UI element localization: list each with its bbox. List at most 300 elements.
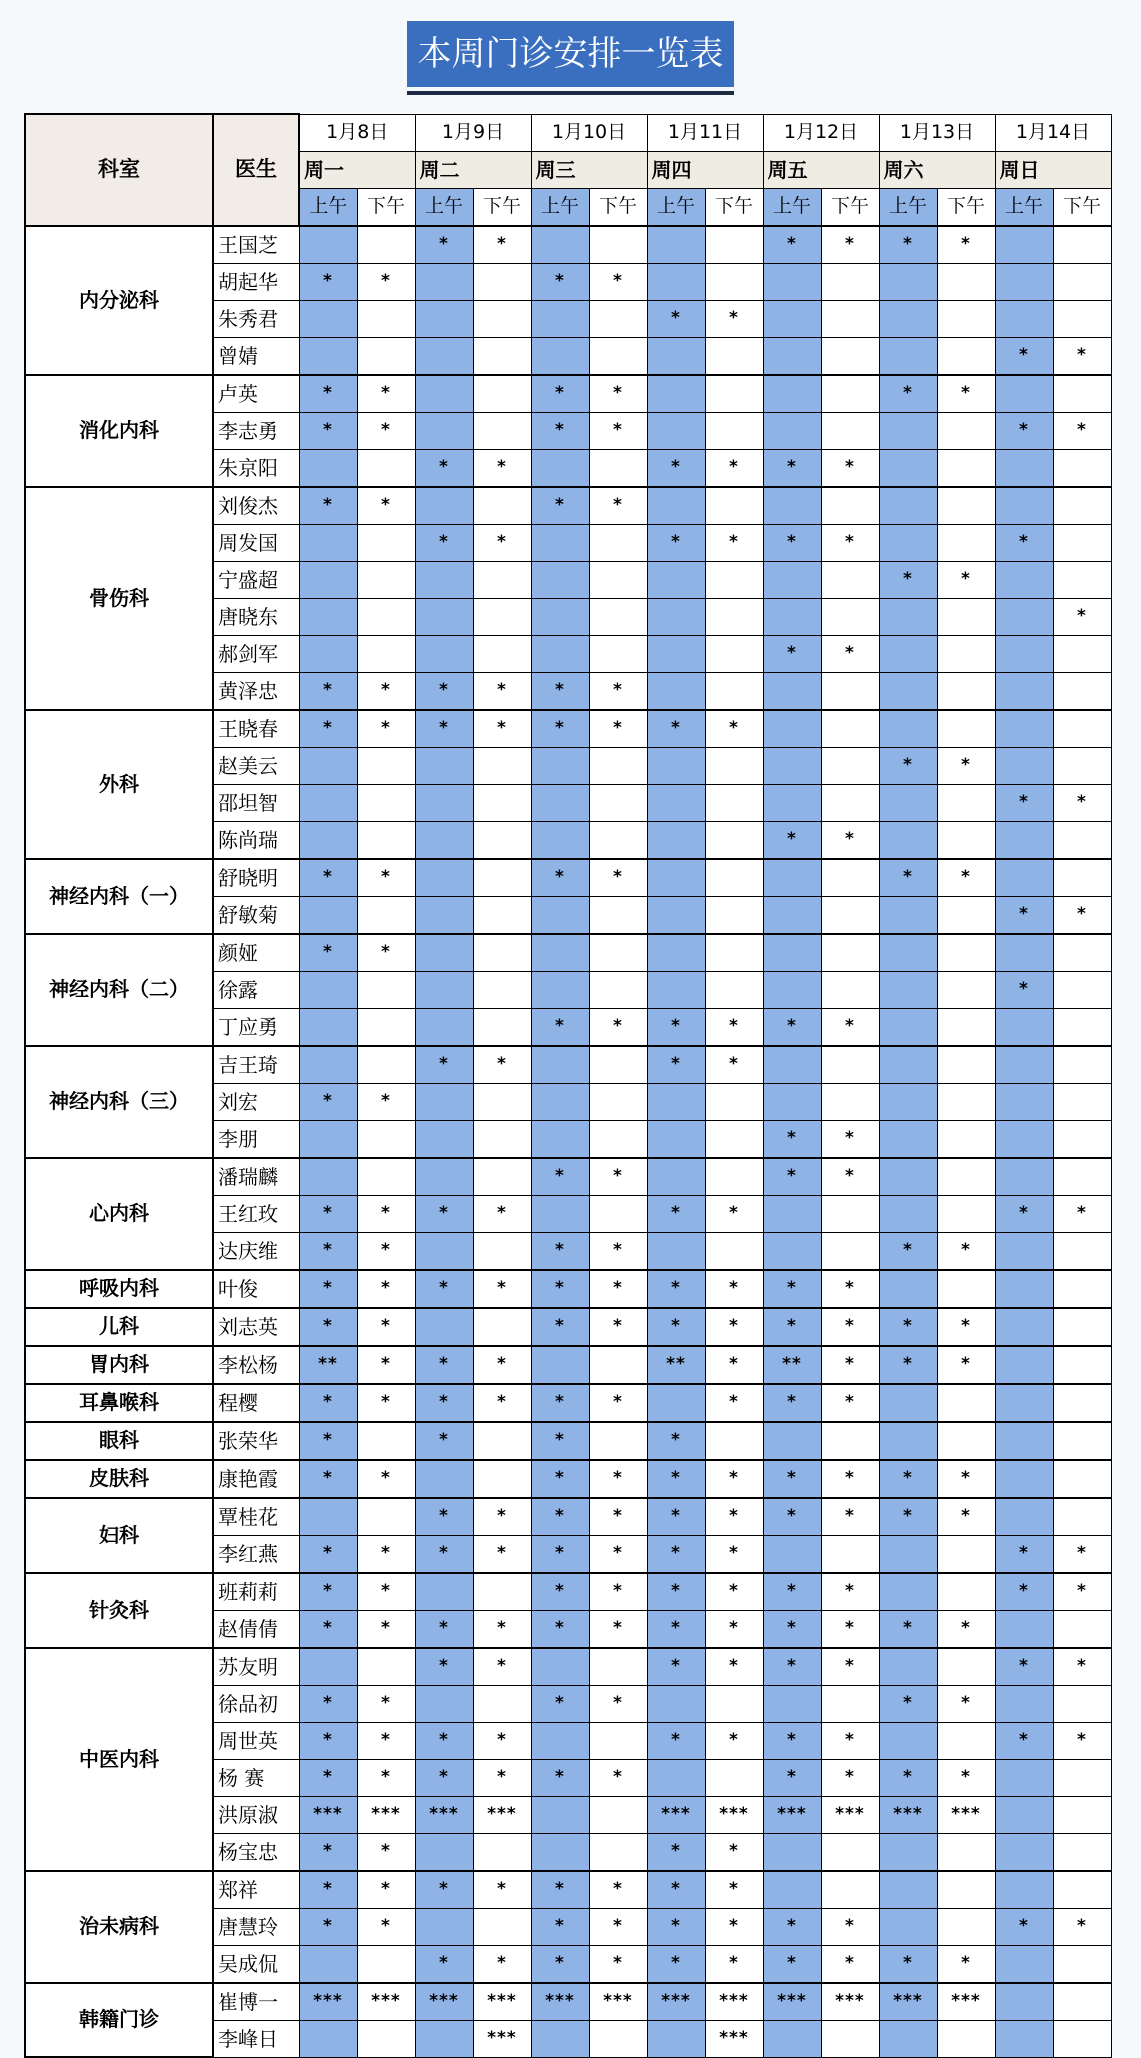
schedule-cell: [473, 1008, 531, 1046]
schedule-cell: [995, 1871, 1053, 1909]
schedule-cell: [995, 561, 1053, 598]
schedule-cell: *: [821, 1346, 879, 1384]
schedule-cell: [531, 1120, 589, 1158]
schedule-cell: [937, 337, 995, 375]
schedule-cell: [531, 1195, 589, 1232]
schedule-cell: [1053, 821, 1111, 859]
schedule-cell: *: [415, 1945, 473, 1983]
schedule-cell: *: [531, 1871, 589, 1909]
schedule-cell: *: [821, 449, 879, 487]
schedule-cell: *: [415, 1759, 473, 1796]
schedule-cell: *: [299, 487, 357, 525]
schedule-row: [25, 375, 1111, 413]
schedule-cell: [1053, 859, 1111, 897]
schedule-cell: [473, 934, 531, 972]
schedule-cell: [821, 263, 879, 300]
doctor-name: 赵倩倩: [213, 1610, 299, 1648]
schedule-cell: [473, 1573, 531, 1611]
schedule-cell: *: [937, 561, 995, 598]
schedule-cell: *: [1053, 1722, 1111, 1759]
schedule-cell: *: [415, 1384, 473, 1422]
date-header: 1月9日: [415, 114, 531, 151]
schedule-cell: [415, 859, 473, 897]
schedule-cell: ***: [531, 1983, 589, 2021]
schedule-cell: [763, 1195, 821, 1232]
schedule-cell: *: [473, 1346, 531, 1384]
schedule-body: [25, 114, 1111, 2057]
dept-header: 科室: [25, 114, 213, 226]
schedule-cell: [473, 375, 531, 413]
schedule-row: [25, 859, 1111, 897]
schedule-cell: *: [473, 1535, 531, 1573]
schedule-cell: [821, 300, 879, 337]
schedule-cell: *: [589, 1158, 647, 1196]
schedule-cell: *: [647, 1046, 705, 1084]
schedule-cell: [879, 598, 937, 635]
schedule-cell: [473, 971, 531, 1008]
department-name: 皮肤科: [25, 1460, 213, 1498]
schedule-cell: [589, 1833, 647, 1871]
schedule-cell: [415, 1573, 473, 1611]
schedule-cell: [705, 784, 763, 821]
schedule-cell: [937, 1195, 995, 1232]
schedule-cell: *: [415, 1195, 473, 1232]
schedule-cell: [879, 337, 937, 375]
schedule-cell: [763, 263, 821, 300]
schedule-cell: [879, 1008, 937, 1046]
schedule-cell: [415, 1833, 473, 1871]
date-header: 1月13日: [879, 114, 995, 151]
schedule-cell: ***: [821, 1983, 879, 2021]
schedule-cell: [705, 561, 763, 598]
schedule-cell: ***: [473, 1983, 531, 2021]
schedule-cell: *: [473, 1195, 531, 1232]
doctor-name: 周发国: [213, 524, 299, 561]
schedule-cell: [705, 1422, 763, 1460]
schedule-cell: [647, 2020, 705, 2057]
schedule-cell: [821, 859, 879, 897]
doctor-name: 唐晓东: [213, 598, 299, 635]
schedule-cell: [763, 412, 821, 449]
schedule-cell: *: [589, 1871, 647, 1909]
doctor-name: 陈尚瑞: [213, 821, 299, 859]
schedule-cell: [821, 561, 879, 598]
schedule-cell: *: [531, 375, 589, 413]
schedule-cell: *: [821, 1759, 879, 1796]
schedule-cell: [299, 337, 357, 375]
schedule-cell: **: [763, 1346, 821, 1384]
schedule-cell: [647, 784, 705, 821]
pm-header: 下午: [821, 188, 879, 226]
schedule-cell: *: [705, 1270, 763, 1308]
schedule-cell: [821, 934, 879, 972]
schedule-cell: [415, 412, 473, 449]
schedule-cell: [879, 412, 937, 449]
schedule-cell: [299, 784, 357, 821]
schedule-cell: [473, 1908, 531, 1945]
schedule-cell: [415, 896, 473, 934]
schedule-cell: [1053, 1158, 1111, 1196]
schedule-cell: [763, 1232, 821, 1270]
schedule-cell: [1053, 672, 1111, 710]
schedule-cell: *: [705, 1384, 763, 1422]
schedule-cell: [589, 449, 647, 487]
schedule-cell: [473, 263, 531, 300]
schedule-cell: [1053, 934, 1111, 972]
schedule-cell: [531, 635, 589, 672]
schedule-cell: *: [299, 672, 357, 710]
schedule-cell: [879, 1871, 937, 1909]
schedule-cell: [705, 635, 763, 672]
schedule-cell: [589, 1083, 647, 1120]
schedule-cell: *: [705, 1498, 763, 1536]
schedule-row: [25, 1270, 1111, 1308]
schedule-cell: *: [357, 263, 415, 300]
schedule-cell: *: [357, 1722, 415, 1759]
schedule-cell: *: [647, 1422, 705, 1460]
doctor-name: 李红燕: [213, 1535, 299, 1573]
schedule-cell: *: [821, 1573, 879, 1611]
schedule-row: [25, 1460, 1111, 1498]
schedule-cell: *: [937, 1945, 995, 1983]
schedule-row: [25, 1498, 1111, 1536]
schedule-cell: [937, 1908, 995, 1945]
schedule-cell: [995, 1046, 1053, 1084]
schedule-cell: *: [879, 1759, 937, 1796]
schedule-cell: *: [1053, 896, 1111, 934]
schedule-cell: *: [589, 1270, 647, 1308]
schedule-cell: ***: [415, 1796, 473, 1833]
schedule-cell: *: [589, 1610, 647, 1648]
schedule-cell: [879, 1833, 937, 1871]
schedule-cell: *: [589, 1573, 647, 1611]
department-name: 呼吸内科: [25, 1270, 213, 1308]
schedule-cell: [995, 672, 1053, 710]
schedule-cell: *: [763, 1384, 821, 1422]
schedule-cell: [531, 449, 589, 487]
schedule-cell: [589, 896, 647, 934]
schedule-cell: *: [647, 1270, 705, 1308]
schedule-cell: **: [647, 1346, 705, 1384]
schedule-cell: *: [531, 1945, 589, 1983]
schedule-cell: [1053, 1685, 1111, 1722]
schedule-cell: *: [299, 1422, 357, 1460]
schedule-cell: [299, 598, 357, 635]
doctor-name: 苏友明: [213, 1648, 299, 1686]
schedule-cell: *: [357, 375, 415, 413]
schedule-cell: [995, 1008, 1053, 1046]
schedule-cell: *: [879, 1945, 937, 1983]
schedule-cell: *: [995, 1573, 1053, 1611]
schedule-cell: [299, 449, 357, 487]
schedule-cell: [415, 1158, 473, 1196]
schedule-cell: *: [357, 1573, 415, 1611]
schedule-cell: *: [705, 1945, 763, 1983]
schedule-cell: [357, 821, 415, 859]
department-name: 治未病科: [25, 1871, 213, 1983]
schedule-cell: *: [299, 1195, 357, 1232]
schedule-cell: [531, 1722, 589, 1759]
schedule-cell: *: [415, 1498, 473, 1536]
schedule-cell: [1053, 375, 1111, 413]
schedule-cell: *: [937, 226, 995, 264]
schedule-cell: [357, 226, 415, 264]
schedule-cell: [473, 1083, 531, 1120]
schedule-cell: *: [531, 1460, 589, 1498]
schedule-cell: [589, 1796, 647, 1833]
schedule-cell: [299, 1158, 357, 1196]
am-header: 上午: [299, 188, 357, 226]
schedule-cell: *: [705, 1535, 763, 1573]
schedule-cell: *: [763, 1498, 821, 1536]
doctor-name: 王晓春: [213, 710, 299, 748]
schedule-cell: [1053, 1983, 1111, 2021]
schedule-cell: *: [357, 1871, 415, 1909]
schedule-cell: [473, 1308, 531, 1346]
schedule-cell: [589, 1195, 647, 1232]
schedule-cell: [415, 2020, 473, 2057]
doctor-name: 叶俊: [213, 1270, 299, 1308]
schedule-cell: [357, 747, 415, 784]
schedule-cell: *: [763, 1759, 821, 1796]
schedule-cell: *: [1053, 337, 1111, 375]
schedule-cell: [357, 1422, 415, 1460]
schedule-cell: [937, 1083, 995, 1120]
schedule-cell: [763, 1833, 821, 1871]
schedule-cell: ***: [357, 1983, 415, 2021]
department-name: 骨伤科: [25, 487, 213, 710]
schedule-cell: [473, 561, 531, 598]
schedule-cell: *: [647, 1535, 705, 1573]
schedule-cell: [473, 300, 531, 337]
schedule-cell: [821, 1083, 879, 1120]
schedule-cell: [995, 821, 1053, 859]
schedule-cell: *: [531, 1573, 589, 1611]
schedule-cell: *: [879, 1610, 937, 1648]
schedule-cell: [821, 1046, 879, 1084]
am-header: 上午: [531, 188, 589, 226]
doctor-name: 郑祥: [213, 1871, 299, 1909]
schedule-cell: *: [647, 1610, 705, 1648]
schedule-cell: *: [879, 561, 937, 598]
schedule-cell: [1053, 1796, 1111, 1833]
schedule-cell: *: [821, 1120, 879, 1158]
schedule-cell: [647, 934, 705, 972]
schedule-cell: [299, 1046, 357, 1084]
schedule-cell: [879, 2020, 937, 2057]
doctor-name: 刘俊杰: [213, 487, 299, 525]
department-name: 眼科: [25, 1422, 213, 1460]
doctor-name: 朱秀君: [213, 300, 299, 337]
schedule-cell: [531, 1648, 589, 1686]
doctor-name: 郝剑军: [213, 635, 299, 672]
schedule-cell: [473, 412, 531, 449]
schedule-cell: [357, 300, 415, 337]
page-title: 本周门诊安排一览表: [407, 21, 734, 87]
schedule-cell: *: [647, 1008, 705, 1046]
doctor-name: 覃桂花: [213, 1498, 299, 1536]
schedule-cell: [1053, 2020, 1111, 2057]
schedule-cell: [879, 672, 937, 710]
schedule-cell: [357, 1498, 415, 1536]
schedule-cell: ***: [763, 1796, 821, 1833]
schedule-cell: [995, 1983, 1053, 2021]
schedule-cell: *: [821, 635, 879, 672]
schedule-cell: *: [647, 1648, 705, 1686]
schedule-cell: ***: [879, 1796, 937, 1833]
schedule-cell: *: [705, 524, 763, 561]
pm-header: 下午: [1053, 188, 1111, 226]
schedule-cell: [415, 1120, 473, 1158]
schedule-row: [25, 1346, 1111, 1384]
schedule-cell: [415, 821, 473, 859]
schedule-cell: *: [705, 1833, 763, 1871]
schedule-cell: [589, 598, 647, 635]
schedule-cell: *: [589, 1498, 647, 1536]
schedule-cell: *: [821, 1270, 879, 1308]
schedule-cell: *: [647, 1945, 705, 1983]
schedule-cell: [995, 487, 1053, 525]
schedule-cell: [473, 1120, 531, 1158]
schedule-cell: *: [705, 300, 763, 337]
weekday-header: 周三: [531, 151, 647, 188]
schedule-cell: *: [415, 1648, 473, 1686]
schedule-cell: [531, 784, 589, 821]
schedule-cell: [299, 1648, 357, 1686]
doctor-name: 邵坦智: [213, 784, 299, 821]
schedule-cell: [1053, 1120, 1111, 1158]
schedule-cell: *: [299, 1384, 357, 1422]
schedule-cell: [589, 784, 647, 821]
schedule-cell: *: [589, 859, 647, 897]
doctor-name: 张荣华: [213, 1422, 299, 1460]
schedule-cell: *: [879, 1685, 937, 1722]
schedule-cell: *: [879, 1498, 937, 1536]
schedule-cell: *: [937, 1460, 995, 1498]
schedule-cell: *: [589, 1232, 647, 1270]
date-header: 1月10日: [531, 114, 647, 151]
schedule-cell: *: [357, 1610, 415, 1648]
schedule-cell: [473, 1460, 531, 1498]
schedule-cell: *: [357, 672, 415, 710]
schedule-cell: *: [531, 487, 589, 525]
schedule-cell: *: [299, 1759, 357, 1796]
schedule-cell: [995, 934, 1053, 972]
schedule-cell: [937, 1573, 995, 1611]
schedule-cell: *: [937, 1346, 995, 1384]
schedule-cell: *: [763, 524, 821, 561]
schedule-cell: [1053, 263, 1111, 300]
schedule-cell: [937, 412, 995, 449]
schedule-cell: [357, 1046, 415, 1084]
schedule-cell: *: [415, 1871, 473, 1909]
schedule-cell: [647, 412, 705, 449]
doctor-name: 康艳霞: [213, 1460, 299, 1498]
schedule-cell: *: [763, 1610, 821, 1648]
schedule-cell: *: [995, 971, 1053, 1008]
schedule-cell: *: [1053, 1195, 1111, 1232]
schedule-cell: *: [299, 1573, 357, 1611]
schedule-cell: [473, 1422, 531, 1460]
schedule-table: [24, 113, 1112, 2058]
schedule-cell: [763, 487, 821, 525]
schedule-cell: *: [879, 1346, 937, 1384]
schedule-cell: [1053, 1008, 1111, 1046]
schedule-cell: [415, 1908, 473, 1945]
schedule-row: [25, 710, 1111, 748]
schedule-cell: ***: [937, 1796, 995, 1833]
schedule-cell: *: [879, 226, 937, 264]
schedule-cell: [531, 971, 589, 1008]
schedule-cell: [647, 598, 705, 635]
schedule-cell: [299, 1120, 357, 1158]
schedule-cell: *: [937, 747, 995, 784]
schedule-cell: *: [357, 1759, 415, 1796]
schedule-cell: *: [357, 1308, 415, 1346]
schedule-cell: [357, 1945, 415, 1983]
schedule-cell: [879, 1535, 937, 1573]
schedule-cell: [995, 1759, 1053, 1796]
pm-header: 下午: [705, 188, 763, 226]
schedule-cell: [299, 747, 357, 784]
schedule-cell: *: [357, 1833, 415, 1871]
schedule-cell: [357, 524, 415, 561]
schedule-row: [25, 1422, 1111, 1460]
schedule-cell: *: [415, 1535, 473, 1573]
schedule-cell: [1053, 1871, 1111, 1909]
department-name: 韩籍门诊: [25, 1983, 213, 2058]
doctor-name: 崔博一: [213, 1983, 299, 2021]
department-name: 针灸科: [25, 1573, 213, 1648]
schedule-cell: ***: [299, 1983, 357, 2021]
doctor-name: 班莉莉: [213, 1573, 299, 1611]
schedule-cell: [473, 1158, 531, 1196]
schedule-cell: [821, 747, 879, 784]
schedule-cell: [879, 896, 937, 934]
schedule-cell: [763, 859, 821, 897]
schedule-cell: [415, 561, 473, 598]
schedule-cell: *: [299, 1535, 357, 1573]
schedule-cell: [415, 971, 473, 1008]
schedule-cell: *: [995, 784, 1053, 821]
schedule-cell: [995, 1308, 1053, 1346]
schedule-cell: [879, 934, 937, 972]
department-name: 消化内科: [25, 375, 213, 487]
schedule-cell: [763, 1871, 821, 1909]
schedule-cell: [879, 1648, 937, 1686]
weekday-header: 周一: [299, 151, 415, 188]
schedule-cell: *: [415, 449, 473, 487]
schedule-cell: ***: [937, 1983, 995, 2021]
schedule-cell: [299, 524, 357, 561]
schedule-cell: [589, 2020, 647, 2057]
schedule-cell: [357, 1120, 415, 1158]
schedule-row: [25, 1573, 1111, 1611]
schedule-cell: [763, 1422, 821, 1460]
schedule-cell: [647, 1120, 705, 1158]
schedule-cell: [937, 2020, 995, 2057]
schedule-cell: [763, 1685, 821, 1722]
doctor-name: 舒敏菊: [213, 896, 299, 934]
schedule-cell: [1053, 1232, 1111, 1270]
department-name: 耳鼻喉科: [25, 1384, 213, 1422]
schedule-cell: [821, 412, 879, 449]
schedule-cell: [937, 1422, 995, 1460]
weekday-header: 周日: [995, 151, 1111, 188]
schedule-cell: *: [357, 859, 415, 897]
schedule-cell: [879, 449, 937, 487]
schedule-cell: [821, 1833, 879, 1871]
